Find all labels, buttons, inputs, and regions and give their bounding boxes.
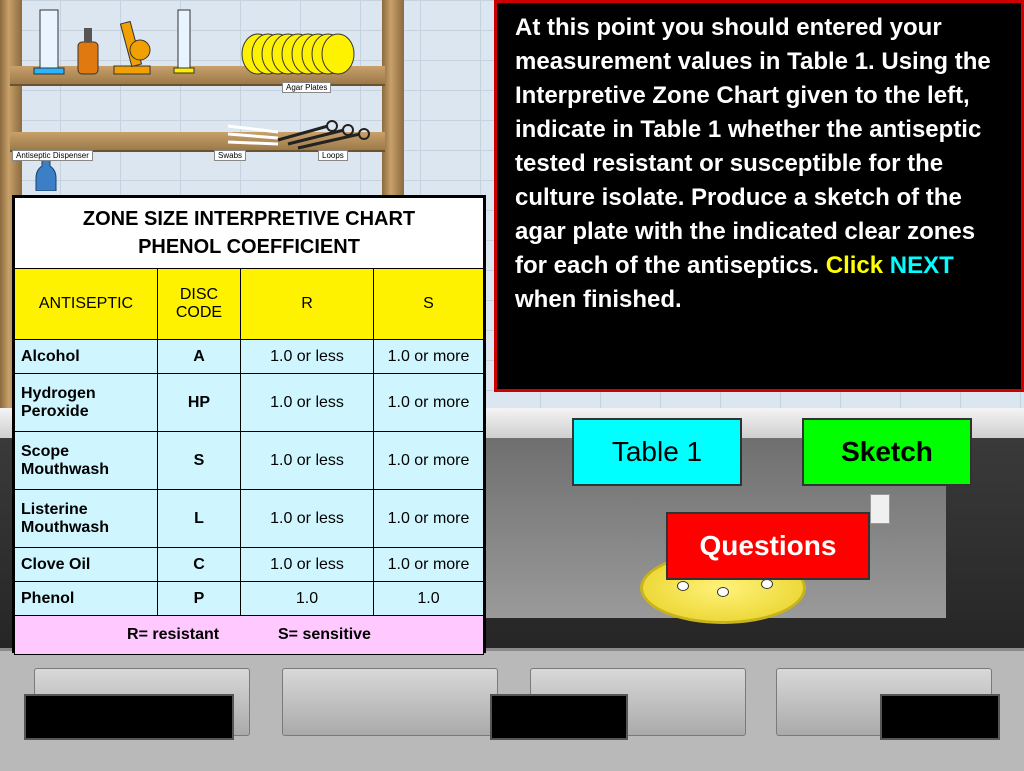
legend-sensitive: S= sensitive — [278, 626, 371, 643]
table-row — [15, 432, 484, 490]
black-block-right — [880, 694, 1000, 740]
chart-legend — [15, 616, 484, 655]
row-r-value: 1.0 or less — [241, 374, 374, 432]
instruction-tail: when finished. — [515, 286, 682, 313]
row-r-value: 1.0 or less — [241, 432, 374, 490]
row-r-value: 1.0 — [241, 582, 374, 616]
table1-button[interactable]: Table 1 — [572, 418, 742, 486]
agar-plates-stack-icon[interactable] — [242, 34, 354, 74]
row-code: L — [158, 490, 241, 548]
graduated-cylinder-icon[interactable] — [34, 10, 64, 74]
dish-zone-dot — [677, 581, 689, 591]
header-s: S — [374, 269, 484, 340]
row-s-value: 1.0 or more — [374, 340, 484, 374]
row-code: P — [158, 582, 241, 616]
label-swabs: Swabs — [214, 150, 246, 161]
table-row — [15, 374, 484, 432]
antiseptic-dispenser-icon[interactable] — [36, 158, 56, 191]
instruction-click-word: Click — [825, 252, 884, 279]
row-antiseptic: Alcohol — [15, 340, 158, 374]
row-code: HP — [158, 374, 241, 432]
label-antiseptic-dispenser: Antiseptic Dispenser — [12, 150, 93, 161]
chart-title — [15, 198, 484, 269]
table-row — [15, 490, 484, 548]
instruction-text: At this point you should entered your measurement values in Table 1. Using the Interpretive Zone Chart given to the left, indicate in Table 1 whether the antiseptic tested resistant or susceptible for the culture isolate. Produce a sketch of the agar plate with the indicated clear zones for each of the antiseptics. — [515, 14, 991, 279]
table-row — [15, 340, 484, 374]
loops-icon[interactable] — [278, 121, 369, 148]
black-block-left — [24, 694, 234, 740]
label-loops: Loops — [318, 150, 348, 161]
sketch-button[interactable]: Sketch — [802, 418, 972, 486]
row-code: A — [158, 340, 241, 374]
row-r-value: 1.0 or less — [241, 490, 374, 548]
row-s-value: 1.0 or more — [374, 490, 484, 548]
questions-button[interactable]: Questions — [666, 512, 870, 580]
row-code: S — [158, 432, 241, 490]
row-r-value: 1.0 or less — [241, 340, 374, 374]
row-antiseptic: Listerine Mouthwash — [15, 490, 158, 548]
row-s-value: 1.0 or more — [374, 374, 484, 432]
header-disc-code: DISC CODE — [158, 269, 241, 340]
swabs-icon[interactable] — [228, 126, 278, 144]
row-antiseptic: Scope Mouthwash — [15, 432, 158, 490]
row-s-value: 1.0 — [374, 582, 484, 616]
instruction-next-word: NEXT — [889, 252, 954, 279]
microscope-icon[interactable] — [114, 21, 150, 74]
test-tube-icon[interactable] — [174, 10, 194, 73]
power-outlet-icon — [870, 494, 890, 524]
black-block-middle — [490, 694, 628, 740]
header-r: R — [241, 269, 374, 340]
row-s-value: 1.0 or more — [374, 432, 484, 490]
chart-title-line1: ZONE SIZE INTERPRETIVE CHART — [82, 208, 416, 230]
row-antiseptic: Hydrogen Peroxide — [15, 374, 158, 432]
chart-title-line2: PHENOL COEFFICIENT — [138, 236, 360, 258]
row-antiseptic: Clove Oil — [15, 548, 158, 582]
row-s-value: 1.0 or more — [374, 548, 484, 582]
dish-zone-dot — [717, 587, 729, 597]
header-antiseptic: ANTISEPTIC — [15, 269, 158, 340]
row-code: C — [158, 548, 241, 582]
row-antiseptic: Phenol — [15, 582, 158, 616]
table-row — [15, 548, 484, 582]
table-row — [15, 582, 484, 616]
zone-size-chart — [12, 195, 486, 653]
legend-resistant: R= resistant — [127, 626, 220, 643]
dish-zone-dot — [761, 579, 773, 589]
shelf-equipment — [28, 6, 388, 191]
instruction-box — [494, 0, 1024, 392]
drawer-2 — [282, 668, 498, 736]
dropper-bottle-icon[interactable] — [78, 28, 98, 74]
label-agar-plates: Agar Plates — [282, 82, 331, 93]
row-r-value: 1.0 or less — [241, 548, 374, 582]
